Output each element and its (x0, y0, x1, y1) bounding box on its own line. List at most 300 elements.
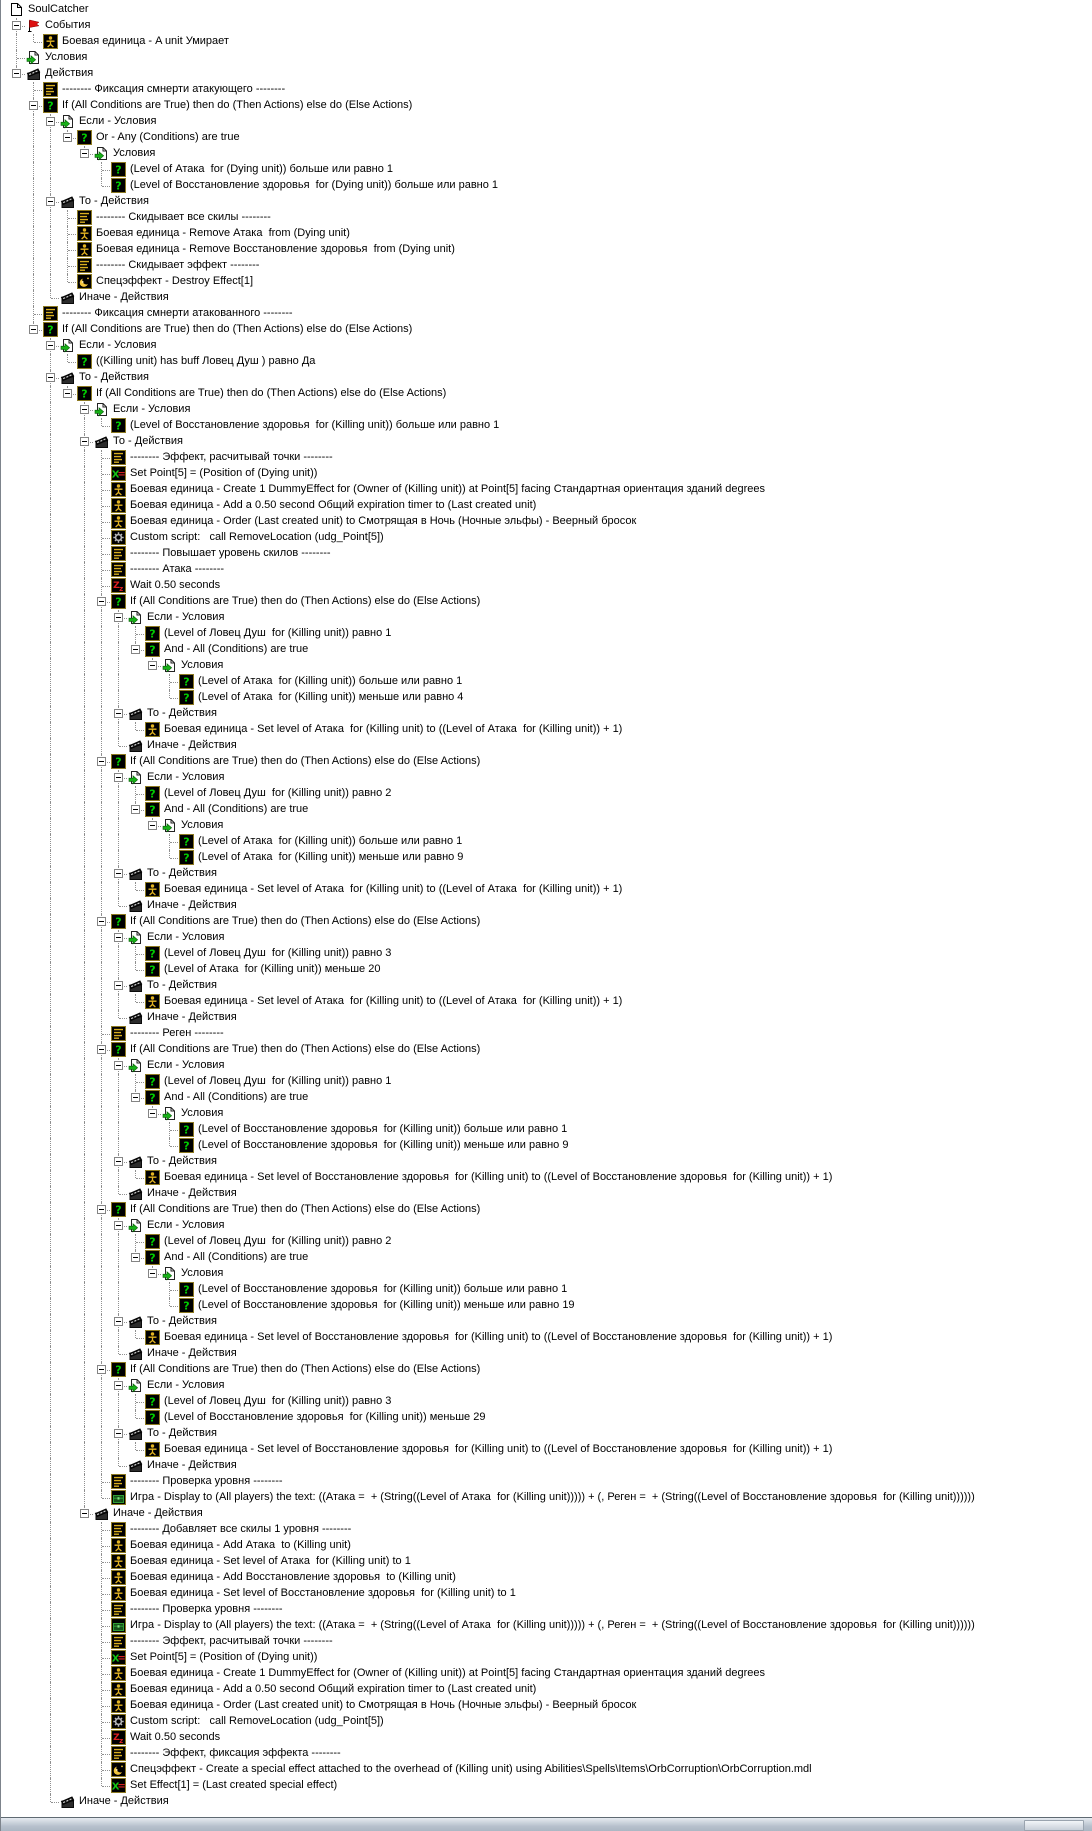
tree-row[interactable] (1, 1794, 1092, 1810)
tree-guide (50, 690, 51, 706)
row-label: (Level of Атака for (Killing unit)) меньше 20 (164, 963, 381, 975)
tree-guide (101, 1426, 102, 1442)
tree-guide (33, 226, 34, 242)
tree-row[interactable] (1, 354, 1092, 370)
row-label: Custom script: call RemoveLocation (udg_Point[5]) (130, 1715, 384, 1727)
collapse-box[interactable] (97, 917, 106, 926)
tree-row[interactable] (1, 1314, 1092, 1330)
tree-guide (101, 1170, 102, 1186)
tree-connector (169, 850, 170, 858)
tree-guide (84, 1138, 85, 1154)
collapse-box[interactable] (97, 597, 106, 606)
tree-row[interactable] (1, 194, 1092, 210)
comment-icon (77, 210, 92, 225)
collapse-box[interactable] (148, 1269, 157, 1278)
tree-row[interactable] (1, 162, 1092, 178)
tree-row[interactable] (1, 1746, 1092, 1762)
tree-guide (118, 834, 119, 850)
row-label: (Level of Атака for (Killing unit)) больше или равно 1 (198, 675, 463, 687)
collapse-box[interactable] (114, 1221, 123, 1230)
row-label: -------- Повышает уровень скилов -------- (130, 547, 331, 559)
row-label: Если - Условия (113, 403, 191, 415)
tree-row[interactable] (1, 1074, 1092, 1090)
tree-row[interactable] (1, 1330, 1092, 1346)
conditions-icon (128, 1378, 143, 1393)
tree-connector (118, 1186, 119, 1194)
tree-row[interactable] (1, 1378, 1092, 1394)
tree-row[interactable] (1, 1202, 1092, 1218)
if-icon (111, 1202, 126, 1217)
tree-row[interactable] (1, 82, 1092, 98)
conditions-icon (162, 1266, 177, 1281)
tree-row[interactable] (1, 626, 1092, 642)
tree-guide (84, 1474, 85, 1490)
tree-row[interactable] (1, 530, 1092, 546)
tree-connector (51, 1802, 59, 1803)
tree-row[interactable] (1, 1666, 1092, 1682)
tree-guide (84, 1346, 85, 1362)
tree-guide (118, 658, 119, 674)
collapse-box[interactable] (131, 1093, 140, 1102)
tree-connector (170, 858, 178, 859)
tree-row[interactable] (1, 802, 1092, 818)
tree-row[interactable] (1, 1346, 1092, 1362)
tree-guide (101, 898, 102, 914)
tree-guide (84, 850, 85, 866)
tree-row[interactable] (1, 1410, 1092, 1426)
collapse-box[interactable] (29, 325, 38, 334)
comment-icon (111, 1746, 126, 1761)
tree-row[interactable] (1, 994, 1092, 1010)
if-icon (179, 1138, 194, 1153)
tree-row[interactable] (1, 50, 1092, 66)
tree-connector (119, 1194, 127, 1195)
collapse-box[interactable] (80, 1509, 89, 1518)
tree-guide (50, 626, 51, 642)
collapse-box[interactable] (63, 133, 72, 142)
collapse-box[interactable] (114, 1317, 123, 1326)
tree-guide (50, 1362, 51, 1378)
tree-row[interactable] (1, 226, 1092, 242)
tree-row[interactable] (1, 1522, 1092, 1538)
tree-guide (33, 146, 34, 162)
tree-guide (118, 1074, 119, 1090)
collapse-box[interactable] (80, 405, 89, 414)
row-label: (Level of Ловец Душ for (Killing unit)) равно 2 (164, 1235, 392, 1247)
tree-row[interactable] (1, 578, 1092, 594)
tree-row[interactable] (1, 674, 1092, 690)
tree-guide (84, 1394, 85, 1410)
tree-row[interactable] (1, 434, 1092, 450)
svg-text:?: ? (183, 1299, 190, 1313)
tree-row[interactable] (1, 1122, 1092, 1138)
tree-guide (84, 722, 85, 738)
unit-icon (145, 994, 160, 1009)
row-label: Иначе - Действия (147, 1459, 237, 1471)
effect-icon (111, 1762, 126, 1777)
tree-row[interactable] (1, 1618, 1092, 1634)
unit-icon (111, 498, 126, 513)
wait-icon (111, 1730, 126, 1745)
tree-row[interactable] (1, 290, 1092, 306)
svg-text:?: ? (149, 1251, 156, 1265)
tree-guide (84, 1378, 85, 1394)
svg-text:Z: Z (113, 1732, 120, 1743)
unit-icon (77, 242, 92, 257)
collapse-box[interactable] (148, 1109, 157, 1118)
collapse-box[interactable] (131, 645, 140, 654)
tree-guide (84, 1490, 85, 1506)
tree-guide (118, 1266, 119, 1282)
tree-connector (118, 1010, 119, 1018)
tree-row[interactable] (1, 498, 1092, 514)
script-icon (111, 530, 126, 545)
row-label: And - All (Conditions) are true (164, 1251, 309, 1263)
tree-guide (84, 498, 85, 514)
row-label: If (All Conditions are True) then do (Then Actions) else do (Else Actions) (62, 323, 413, 335)
tree-row[interactable] (1, 34, 1092, 50)
collapse-box[interactable] (114, 933, 123, 942)
tree-row[interactable] (1, 306, 1092, 322)
collapse-box[interactable] (148, 821, 157, 830)
tree-row[interactable] (1, 754, 1092, 770)
tree-row[interactable] (1, 706, 1092, 722)
collapse-box[interactable] (114, 1381, 123, 1390)
tree-guide (101, 1010, 102, 1026)
tree-guide (50, 642, 51, 658)
tree-row[interactable] (1, 1154, 1092, 1170)
svg-text:?: ? (149, 643, 156, 657)
tree-guide (50, 466, 51, 482)
actions-icon (128, 1314, 143, 1329)
collapse-box[interactable] (46, 117, 55, 126)
tree-guide (50, 1746, 51, 1762)
svg-text:?: ? (115, 1043, 122, 1057)
tree-connector (170, 1146, 178, 1147)
tree-row[interactable] (1, 1730, 1092, 1746)
tree-guide (118, 786, 119, 802)
tree-row[interactable] (1, 738, 1092, 754)
tree-row[interactable] (1, 322, 1092, 338)
tree-row[interactable] (1, 1090, 1092, 1106)
tree-row[interactable] (1, 946, 1092, 962)
tree-guide (84, 882, 85, 898)
tree-row[interactable] (1, 594, 1092, 610)
unit-icon (145, 1442, 160, 1457)
tree-guide (50, 738, 51, 754)
row-label: Иначе - Действия (147, 1347, 237, 1359)
tree-row[interactable] (1, 98, 1092, 114)
tree-row[interactable] (1, 1458, 1092, 1474)
collapse-box[interactable] (114, 981, 123, 990)
tree-row[interactable] (1, 562, 1092, 578)
collapse-box[interactable] (97, 1045, 106, 1054)
collapse-box[interactable] (29, 101, 38, 110)
tree-row[interactable] (1, 882, 1092, 898)
tree-connector (17, 58, 25, 59)
tree-row[interactable] (1, 18, 1092, 34)
tree-row[interactable] (1, 1250, 1092, 1266)
tree-guide (50, 1298, 51, 1314)
tree-row[interactable] (1, 770, 1092, 786)
tree-row[interactable] (1, 818, 1092, 834)
collapse-box[interactable] (114, 1061, 123, 1070)
tree-row[interactable] (1, 1042, 1092, 1058)
tree-row[interactable] (1, 258, 1092, 274)
tree-guide (84, 1090, 85, 1106)
tree-row[interactable] (1, 210, 1092, 226)
tree-row[interactable] (1, 1394, 1092, 1410)
tree-row[interactable] (1, 1218, 1092, 1234)
collapse-box[interactable] (97, 757, 106, 766)
collapse-box[interactable] (12, 21, 21, 30)
if-icon (145, 1250, 160, 1265)
tree-connector (102, 1482, 110, 1483)
tree-row[interactable] (1, 1714, 1092, 1730)
tree-guide (50, 1346, 51, 1362)
tree-guide (50, 594, 51, 610)
tree-row[interactable] (1, 114, 1092, 130)
tree-row[interactable] (1, 1234, 1092, 1250)
tree-row[interactable] (1, 1634, 1092, 1650)
collapse-box[interactable] (63, 389, 72, 398)
tree-row[interactable] (1, 1506, 1092, 1522)
tree-row[interactable] (1, 370, 1092, 386)
actions-icon (128, 1186, 143, 1201)
tree-guide (101, 1394, 102, 1410)
comment-icon (111, 1474, 126, 1489)
tree-guide (84, 834, 85, 850)
collapse-box[interactable] (97, 1205, 106, 1214)
row-label: -------- Скидывает все скилы -------- (96, 211, 271, 223)
tree-row[interactable] (1, 466, 1092, 482)
row-label: Иначе - Действия (147, 739, 237, 751)
row-label: Игра - Display to (All players) the text: ((Атака = + (String((Level of Атака for (Killing unit))))) + (, Реген = + (String((Level of Восстановление здоровья for (Killing unit)))))) (130, 1619, 975, 1631)
tree-guide (84, 1042, 85, 1058)
collapse-box[interactable] (114, 613, 123, 622)
tree-row[interactable] (1, 930, 1092, 946)
collapse-box[interactable] (131, 805, 140, 814)
tree-guide (84, 1234, 85, 1250)
tree-row[interactable] (1, 1058, 1092, 1074)
tree-row[interactable] (1, 722, 1092, 738)
actions-icon (60, 1794, 75, 1809)
tree-row[interactable] (1, 1026, 1092, 1042)
tree-row[interactable] (1, 1010, 1092, 1026)
tree-guide (50, 434, 51, 450)
unit-icon (145, 1170, 160, 1185)
tree-row[interactable] (1, 1682, 1092, 1698)
row-label: Боевая единица - Add Восстановление здоровья to (Killing unit) (130, 1571, 456, 1583)
tree-guide (50, 1618, 51, 1634)
tree-row[interactable] (1, 898, 1092, 914)
tree-row[interactable] (1, 978, 1092, 994)
tree-guide (118, 1282, 119, 1298)
tree-connector (102, 1674, 110, 1675)
if-icon (179, 850, 194, 865)
actions-icon (94, 434, 109, 449)
tree-row[interactable] (1, 546, 1092, 562)
tree-row[interactable] (1, 1778, 1092, 1794)
collapse-box[interactable] (80, 437, 89, 446)
tree-row[interactable] (1, 482, 1092, 498)
tree-guide (50, 418, 51, 434)
tree-row[interactable] (1, 850, 1092, 866)
scrollbar-grip[interactable] (1024, 1820, 1084, 1831)
tree-guide (33, 130, 34, 146)
conditions-icon (162, 658, 177, 673)
collapse-box[interactable] (12, 69, 21, 78)
row-label: (Level of Атака for (Killing unit)) меньше или равно 4 (198, 691, 464, 703)
tree-guide (50, 1586, 51, 1602)
tree-row[interactable] (1, 418, 1092, 434)
tree-row[interactable] (1, 450, 1092, 466)
tree-guide (101, 802, 102, 818)
collapse-box[interactable] (46, 197, 55, 206)
tree-guide (33, 194, 34, 210)
tree-row[interactable] (1, 1282, 1092, 1298)
tree-row[interactable] (1, 1362, 1092, 1378)
tree-row[interactable] (1, 178, 1092, 194)
tree-row[interactable] (1, 1490, 1092, 1506)
tree-row[interactable] (1, 1266, 1092, 1282)
tree-guide (84, 1362, 85, 1378)
if-icon (43, 322, 58, 337)
row-label: Иначе - Действия (147, 1011, 237, 1023)
collapse-box[interactable] (114, 869, 123, 878)
tree-row[interactable] (1, 866, 1092, 882)
if-icon (179, 690, 194, 705)
tree-row[interactable] (1, 386, 1092, 402)
tree-row[interactable] (1, 274, 1092, 290)
tree-connector (101, 1490, 102, 1498)
row-label: (Level of Восстановление здоровья for (Killing unit)) меньше 29 (164, 1411, 486, 1423)
tree-row[interactable] (1, 242, 1092, 258)
tree-connector (102, 1690, 110, 1691)
collapse-box[interactable] (114, 1157, 123, 1166)
tree-row[interactable] (1, 1426, 1092, 1442)
row-label: Боевая единица - Set level of Восстановление здоровья for (Killing unit) to ((Level of Восстановление здоровья for (Killing unit)) + 1) (164, 1171, 833, 1183)
tree-connector (102, 458, 110, 459)
row-label: Боевая единица - Set level of Восстановление здоровья for (Killing unit) to ((Level of Восстановление здоровья for (Killing unit)) + 1) (164, 1331, 833, 1343)
tree-guide (50, 274, 51, 290)
tree-guide (50, 1426, 51, 1442)
conditions-icon (128, 930, 143, 945)
tree-guide (33, 210, 34, 226)
tree-row[interactable] (1, 1586, 1092, 1602)
tree-row[interactable] (1, 1650, 1092, 1666)
svg-text:?: ? (183, 675, 190, 689)
tree-connector (102, 1530, 110, 1531)
tree-row[interactable] (1, 514, 1092, 530)
collapse-box[interactable] (46, 341, 55, 350)
tree-guide (50, 130, 51, 146)
tree-row[interactable] (1, 1106, 1092, 1122)
tree-row[interactable] (1, 642, 1092, 658)
tree-connector (170, 682, 178, 683)
tree-guide (50, 946, 51, 962)
tree-row[interactable] (1, 962, 1092, 978)
tree-row[interactable] (1, 1186, 1092, 1202)
tree-row[interactable] (1, 658, 1092, 674)
svg-text:?: ? (149, 963, 156, 977)
collapse-box[interactable] (114, 773, 123, 782)
tree-row[interactable] (1, 786, 1092, 802)
tree-row[interactable] (1, 66, 1092, 82)
tree-row[interactable] (1, 338, 1092, 354)
tree-guide (50, 1074, 51, 1090)
row-label: -------- Эффект, фиксация эффекта -------- (130, 1747, 341, 1759)
if-icon (179, 834, 194, 849)
tree-row[interactable] (1, 1474, 1092, 1490)
collapse-box[interactable] (46, 373, 55, 382)
unit-icon (111, 1554, 126, 1569)
tree-guide (50, 1650, 51, 1666)
tree-row[interactable] (1, 1538, 1092, 1554)
horizontal-scrollbar[interactable] (1, 1817, 1092, 1831)
collapse-box[interactable] (148, 661, 157, 670)
tree-row[interactable] (1, 1170, 1092, 1186)
tree-row[interactable] (1, 1298, 1092, 1314)
row-label: -------- Проверка уровня -------- (130, 1603, 283, 1615)
tree-row[interactable] (1, 914, 1092, 930)
tree-guide (84, 1186, 85, 1202)
collapse-box[interactable] (131, 1253, 140, 1262)
tree-row[interactable] (1, 2, 1092, 18)
collapse-box[interactable] (114, 709, 123, 718)
tree-guide (84, 946, 85, 962)
tree-connector (170, 698, 178, 699)
tree-guide (84, 1010, 85, 1026)
tree-row[interactable] (1, 1138, 1092, 1154)
tree-row[interactable] (1, 146, 1092, 162)
tree-connector (34, 90, 42, 91)
tree-row[interactable] (1, 834, 1092, 850)
tree-connector (102, 1770, 110, 1771)
tree-connector (102, 1738, 110, 1739)
script-icon (111, 1714, 126, 1729)
row-label: Set Point[5] = (Position of (Dying unit)) (130, 1651, 318, 1663)
tree-connector (102, 1706, 110, 1707)
row-label: Custom script: call RemoveLocation (udg_Point[5]) (130, 531, 384, 543)
tree-guide (84, 818, 85, 834)
tree-row[interactable] (1, 690, 1092, 706)
tree-row[interactable] (1, 1554, 1092, 1570)
row-label: -------- Добавляет все скилы 1 уровня -------- (130, 1523, 352, 1535)
tree-row[interactable] (1, 130, 1092, 146)
row-label: -------- Атака -------- (130, 563, 225, 575)
tree-guide (50, 178, 51, 194)
tree-row[interactable] (1, 1570, 1092, 1586)
tree-guide (84, 802, 85, 818)
collapse-box[interactable] (80, 149, 89, 158)
tree-guide (101, 1090, 102, 1106)
tree-guide (84, 1202, 85, 1218)
tree-guide (101, 1058, 102, 1074)
tree-row[interactable] (1, 402, 1092, 418)
tree-row[interactable] (1, 1442, 1092, 1458)
if-icon (145, 786, 160, 801)
tree-row[interactable] (1, 1762, 1092, 1778)
collapse-box[interactable] (97, 1365, 106, 1374)
tree-row[interactable] (1, 610, 1092, 626)
collapse-box[interactable] (114, 1429, 123, 1438)
tree-guide (118, 1090, 119, 1106)
tree-row[interactable] (1, 1602, 1092, 1618)
tree-row[interactable] (1, 1698, 1092, 1714)
tree-guide (50, 770, 51, 786)
comment-icon (111, 450, 126, 465)
